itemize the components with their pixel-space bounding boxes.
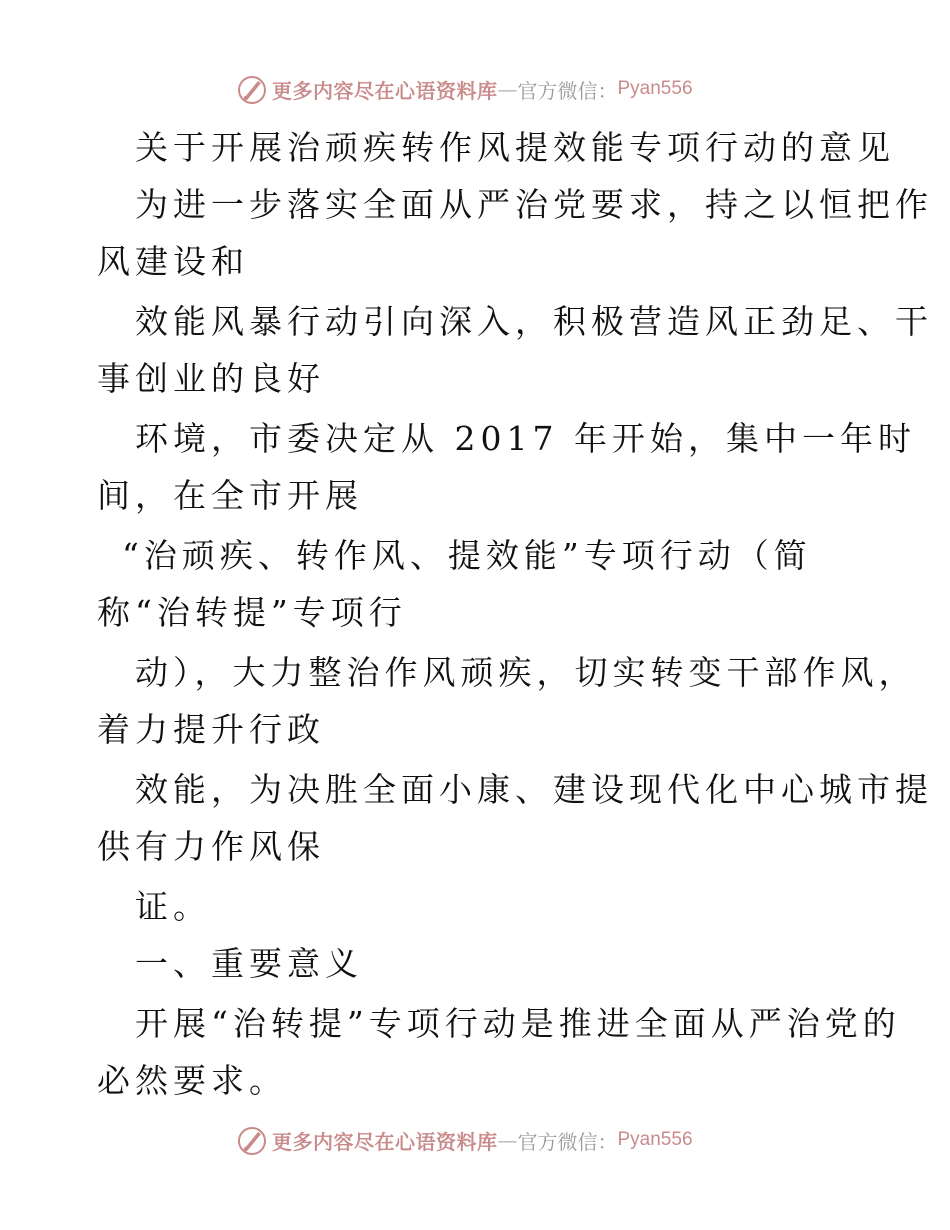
doc-line: “治顽疾、转作风、提效能”专项行动（简 [122,536,812,575]
banner-account: Pyan556 [617,78,693,99]
doc-line: 供有力作风保 [97,827,325,866]
banner-more-text: 更多内容尽在心语资料库 [272,78,498,103]
quill-ink-logo-icon [236,1124,268,1156]
doc-line: 着力提升行政 [97,710,325,749]
section-heading: 一、重要意义 [135,944,363,983]
doc-line: 开展“治转提”专项行动是推进全面从严治党的 [135,1004,901,1043]
banner-wechat-label: 官方微信： [517,78,618,103]
doc-title: 关于开展治顽疾转作风提效能专项行动的意见 [135,128,895,167]
doc-line: 事创业的良好 [97,359,325,398]
doc-line: 为进一步落实全面从严治党要求，持之以恒把作 [135,185,933,224]
watermark-banner-top [236,72,693,106]
doc-line: 必然要求。 [97,1061,287,1100]
doc-line: 风建设和 [97,242,249,281]
quill-ink-logo-icon [236,73,268,105]
banner-dash: — [497,1128,518,1152]
doc-line: 证。 [135,887,211,926]
banner-dash: — [497,77,518,101]
doc-line: 动），大力整治作风顽疾，切实转变干部作风， [135,653,917,692]
doc-line: 环境，市委决定从 2017 年开始，集中一年时 [135,419,916,458]
banner-more-text: 更多内容尽在心语资料库 [272,1129,498,1154]
doc-line: 效能风暴行动引向深入，积极营造风正劲足、干 [135,302,933,341]
banner-wechat-label: 官方微信： [517,1129,618,1154]
banner-account: Pyan556 [617,1129,693,1150]
doc-line: 间，在全市开展 [97,476,363,515]
doc-line: 称“治转提”专项行 [97,593,407,632]
doc-line: 效能，为决胜全面小康、建设现代化中心城市提 [135,770,933,809]
watermark-banner-bottom [236,1123,693,1157]
